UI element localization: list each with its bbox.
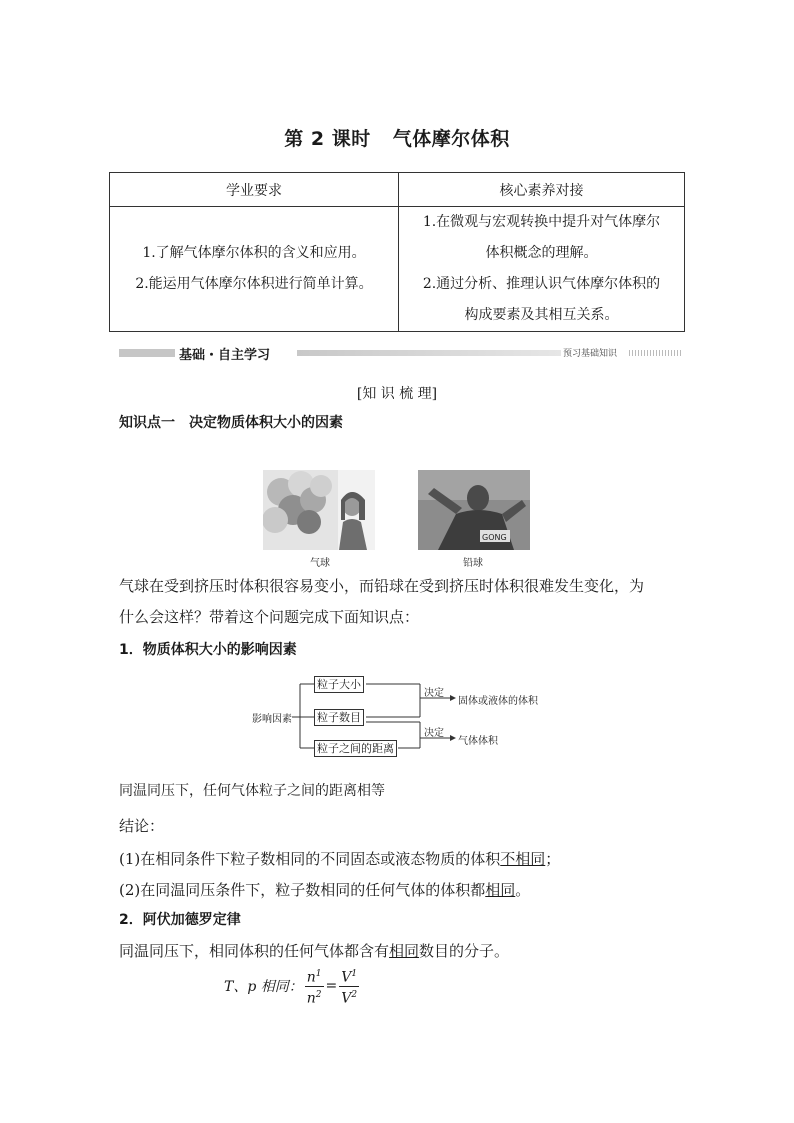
caption-balloon: 气球 bbox=[310, 558, 330, 569]
factor-particle-size: 粒子大小 bbox=[314, 676, 364, 693]
section-2-heading: 2．阿伏加德罗定律 bbox=[119, 912, 241, 928]
result-solid-liquid: 固体或液体的体积 bbox=[458, 696, 538, 707]
conclusion-1-text: (1)在相同条件下粒子数相同的不同固态或液态物质的体积 bbox=[119, 850, 501, 868]
avogadro-law bbox=[119, 937, 509, 965]
comp-line-1: 1.在微观与宏观转换中提升对气体摩尔 bbox=[422, 214, 661, 230]
banner-label: 基础・自主学习 bbox=[179, 348, 271, 363]
conclusion-1 bbox=[119, 845, 560, 873]
conclusion-label: 结论： bbox=[119, 817, 165, 835]
lesson-number: 第 2 课时 bbox=[284, 128, 371, 150]
comp-line-2: 体积概念的理解。 bbox=[485, 245, 598, 261]
banner-bar-middle bbox=[297, 350, 561, 356]
requirements-table bbox=[109, 172, 685, 332]
conclusion-1-answer: 不相同 bbox=[500, 850, 546, 868]
decide-label-2: 决定 bbox=[424, 728, 444, 739]
v2-index: 2 bbox=[351, 989, 358, 1000]
v1-index: 1 bbox=[351, 968, 358, 979]
lesson-topic: 气体摩尔体积 bbox=[392, 128, 510, 150]
banner-bar-left bbox=[119, 349, 175, 357]
factor-particle-count: 粒子数目 bbox=[314, 709, 364, 726]
req-line-1: 1.了解气体摩尔体积的含义和应用。 bbox=[142, 245, 366, 261]
factor-particle-distance: 粒子之间的距离 bbox=[314, 740, 397, 757]
header-right: 核心素养对接 bbox=[399, 173, 685, 207]
intro-line-2: 什么会这样？带着这个问题完成下面知识点： bbox=[119, 608, 420, 626]
formula bbox=[224, 966, 359, 1006]
v1-symbol: V bbox=[341, 969, 352, 986]
law-text: 同温同压下，相同体积的任何气体都含有 bbox=[119, 942, 390, 960]
section-1-heading: 1．物质体积大小的影响因素 bbox=[119, 642, 297, 658]
note-line: 同温同压下，任何气体粒子之间的距离相等 bbox=[119, 783, 385, 799]
conclusion-2-end: 。 bbox=[515, 881, 531, 899]
n2-index: 2 bbox=[315, 989, 322, 1000]
req-line-2: 2.能运用气体摩尔体积进行简单计算。 bbox=[135, 276, 373, 292]
conclusion-2 bbox=[119, 876, 530, 904]
v2-symbol: V bbox=[341, 990, 352, 1007]
law-end: 数目的分子。 bbox=[419, 942, 510, 960]
n2-symbol: n bbox=[306, 990, 316, 1007]
header-left: 学业要求 bbox=[110, 173, 399, 207]
formula-condition: T、p 相同： bbox=[224, 979, 303, 995]
balloon-photo bbox=[263, 470, 375, 550]
knowledge-point-1: 知识点一 决定物质体积大小的因素 bbox=[119, 415, 343, 431]
cell-requirements bbox=[110, 207, 399, 332]
cell-competencies bbox=[399, 207, 685, 332]
n1-index: 1 bbox=[315, 968, 322, 979]
subsection-title: [知 识 梳 理] bbox=[356, 386, 438, 402]
conclusion-2-text: (2)在同温同压条件下，粒子数相同的任何气体的体积都 bbox=[119, 881, 486, 899]
result-gas-volume: 气体体积 bbox=[458, 736, 498, 747]
fraction-n bbox=[305, 966, 324, 1006]
shot-put-photo bbox=[418, 470, 530, 550]
comp-line-4: 构成要素及其相互关系。 bbox=[464, 307, 619, 323]
caption-shot-put: 铅球 bbox=[463, 558, 483, 569]
banner-right-label: 预习基础知识 bbox=[563, 349, 618, 359]
diagram-lines bbox=[248, 672, 568, 764]
svg-text:GONG: GONG bbox=[482, 533, 507, 542]
intro-line-1: 气球在受到挤压时体积很容易变小，而铅球在受到挤压时体积很难发生变化，为 bbox=[119, 577, 645, 595]
factor-diagram bbox=[248, 672, 568, 764]
section-banner bbox=[119, 346, 681, 363]
page-title bbox=[0, 124, 794, 151]
fraction-v bbox=[339, 966, 359, 1006]
equals-sign: = bbox=[325, 978, 338, 994]
diagram-root: 影响因素 bbox=[252, 714, 292, 725]
banner-bar-right bbox=[629, 350, 681, 356]
conclusion-1-end: ； bbox=[545, 850, 561, 868]
conclusion-2-answer: 相同 bbox=[485, 881, 516, 899]
n1-symbol: n bbox=[306, 969, 316, 986]
law-answer: 相同 bbox=[389, 942, 420, 960]
decide-label-1: 决定 bbox=[424, 688, 444, 699]
comp-line-3: 2.通过分析、推理认识气体摩尔体积的 bbox=[422, 276, 661, 292]
